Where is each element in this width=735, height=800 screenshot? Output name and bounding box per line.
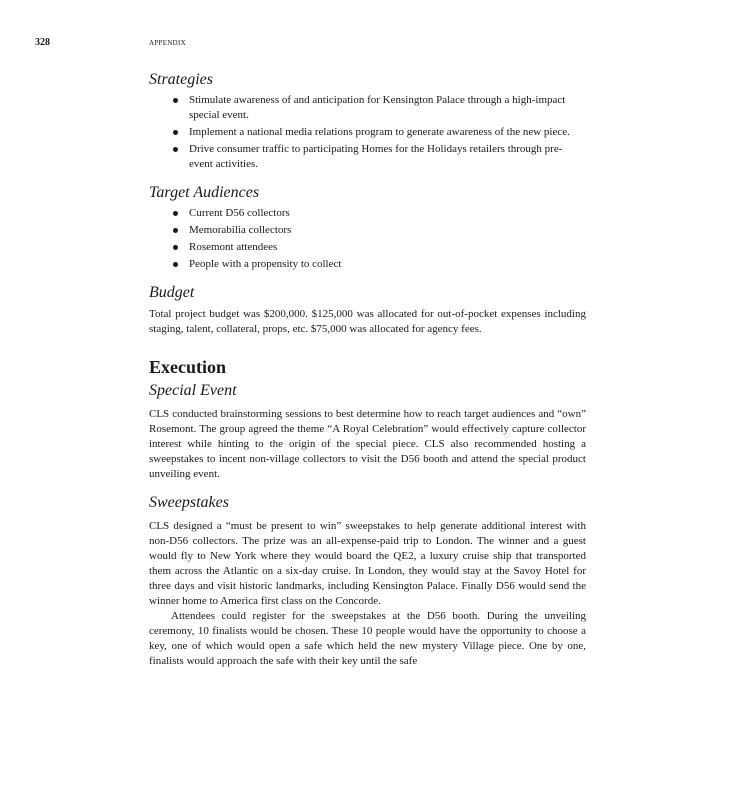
list-item: Drive consumer traffic to participating Homes for the Holidays retailers through pre-event activities. (149, 142, 586, 172)
list-item: People with a propensity to collect (149, 257, 586, 272)
strategies-section (149, 70, 586, 172)
list-item: Stimulate awareness of and anticipation for Kensington Palace through a high-impact special event. (149, 93, 586, 123)
list-item: Memorabilia collectors (149, 223, 586, 238)
sweepstakes-heading: Sweepstakes (149, 494, 229, 511)
budget-heading: Budget (149, 284, 195, 301)
budget-section (149, 283, 586, 337)
budget-text: Total project budget was $200,000. $125,000 was allocated for out-of-pocket expenses including staging, talent, collateral, props, etc. $75,000 was allocated for agency fees. (149, 308, 586, 335)
list-item: Rosemont attendees (149, 240, 586, 255)
page-number: 328 (35, 37, 50, 48)
target-audiences-list (149, 206, 586, 272)
sweepstakes-paragraph-1: CLS designed a “must be present to win” sweepstakes to help generate additional interest with non-D56 collectors. The prize was an all-expense-paid trip to London. The winner and a guest would fly to New York where they would board the QE2, a luxury cruise ship that transported them across the Atlantic on a six-day cruise. In London, they would stay at the Savoy Hotel for three days and visit historic landmarks, including Kensington Palace. Finally D56 would send the winner home to America first class on the Concorde. (149, 520, 586, 607)
special-event-heading: Special Event (149, 382, 237, 399)
special-event-text: CLS conducted brainstorming sessions to best determine how to reach target audiences and “own” Rosemont. The group agreed the theme “A Royal Celebration” would effectively capture collector interest while hinting to the origin of the special piece. CLS also recommended hosting a sweepstakes to incent non-village collectors to visit the D56 booth and attend the special product unveiling event. (149, 408, 586, 480)
strategies-heading: Strategies (149, 71, 213, 88)
execution-section (149, 356, 586, 669)
list-item: Implement a national media relations program to generate awareness of the new piece. (149, 125, 586, 140)
running-head: APPENDIX (149, 39, 187, 47)
strategies-list (149, 93, 586, 172)
list-item: Current D56 collectors (149, 206, 586, 221)
target-audiences-heading: Target Audiences (149, 184, 260, 201)
execution-heading: Execution (149, 357, 227, 377)
target-audiences-section (149, 183, 586, 272)
sweepstakes-paragraph-2: Attendees could register for the sweepstakes at the D56 booth. During the unveiling ceremony, 10 finalists would be chosen. These 10 people would have the opportunity to choose a key, one of which would open a safe which held the new mystery Village piece. One by one, finalists would approach the safe with their key until the safe (149, 610, 586, 667)
page-content (149, 70, 586, 669)
